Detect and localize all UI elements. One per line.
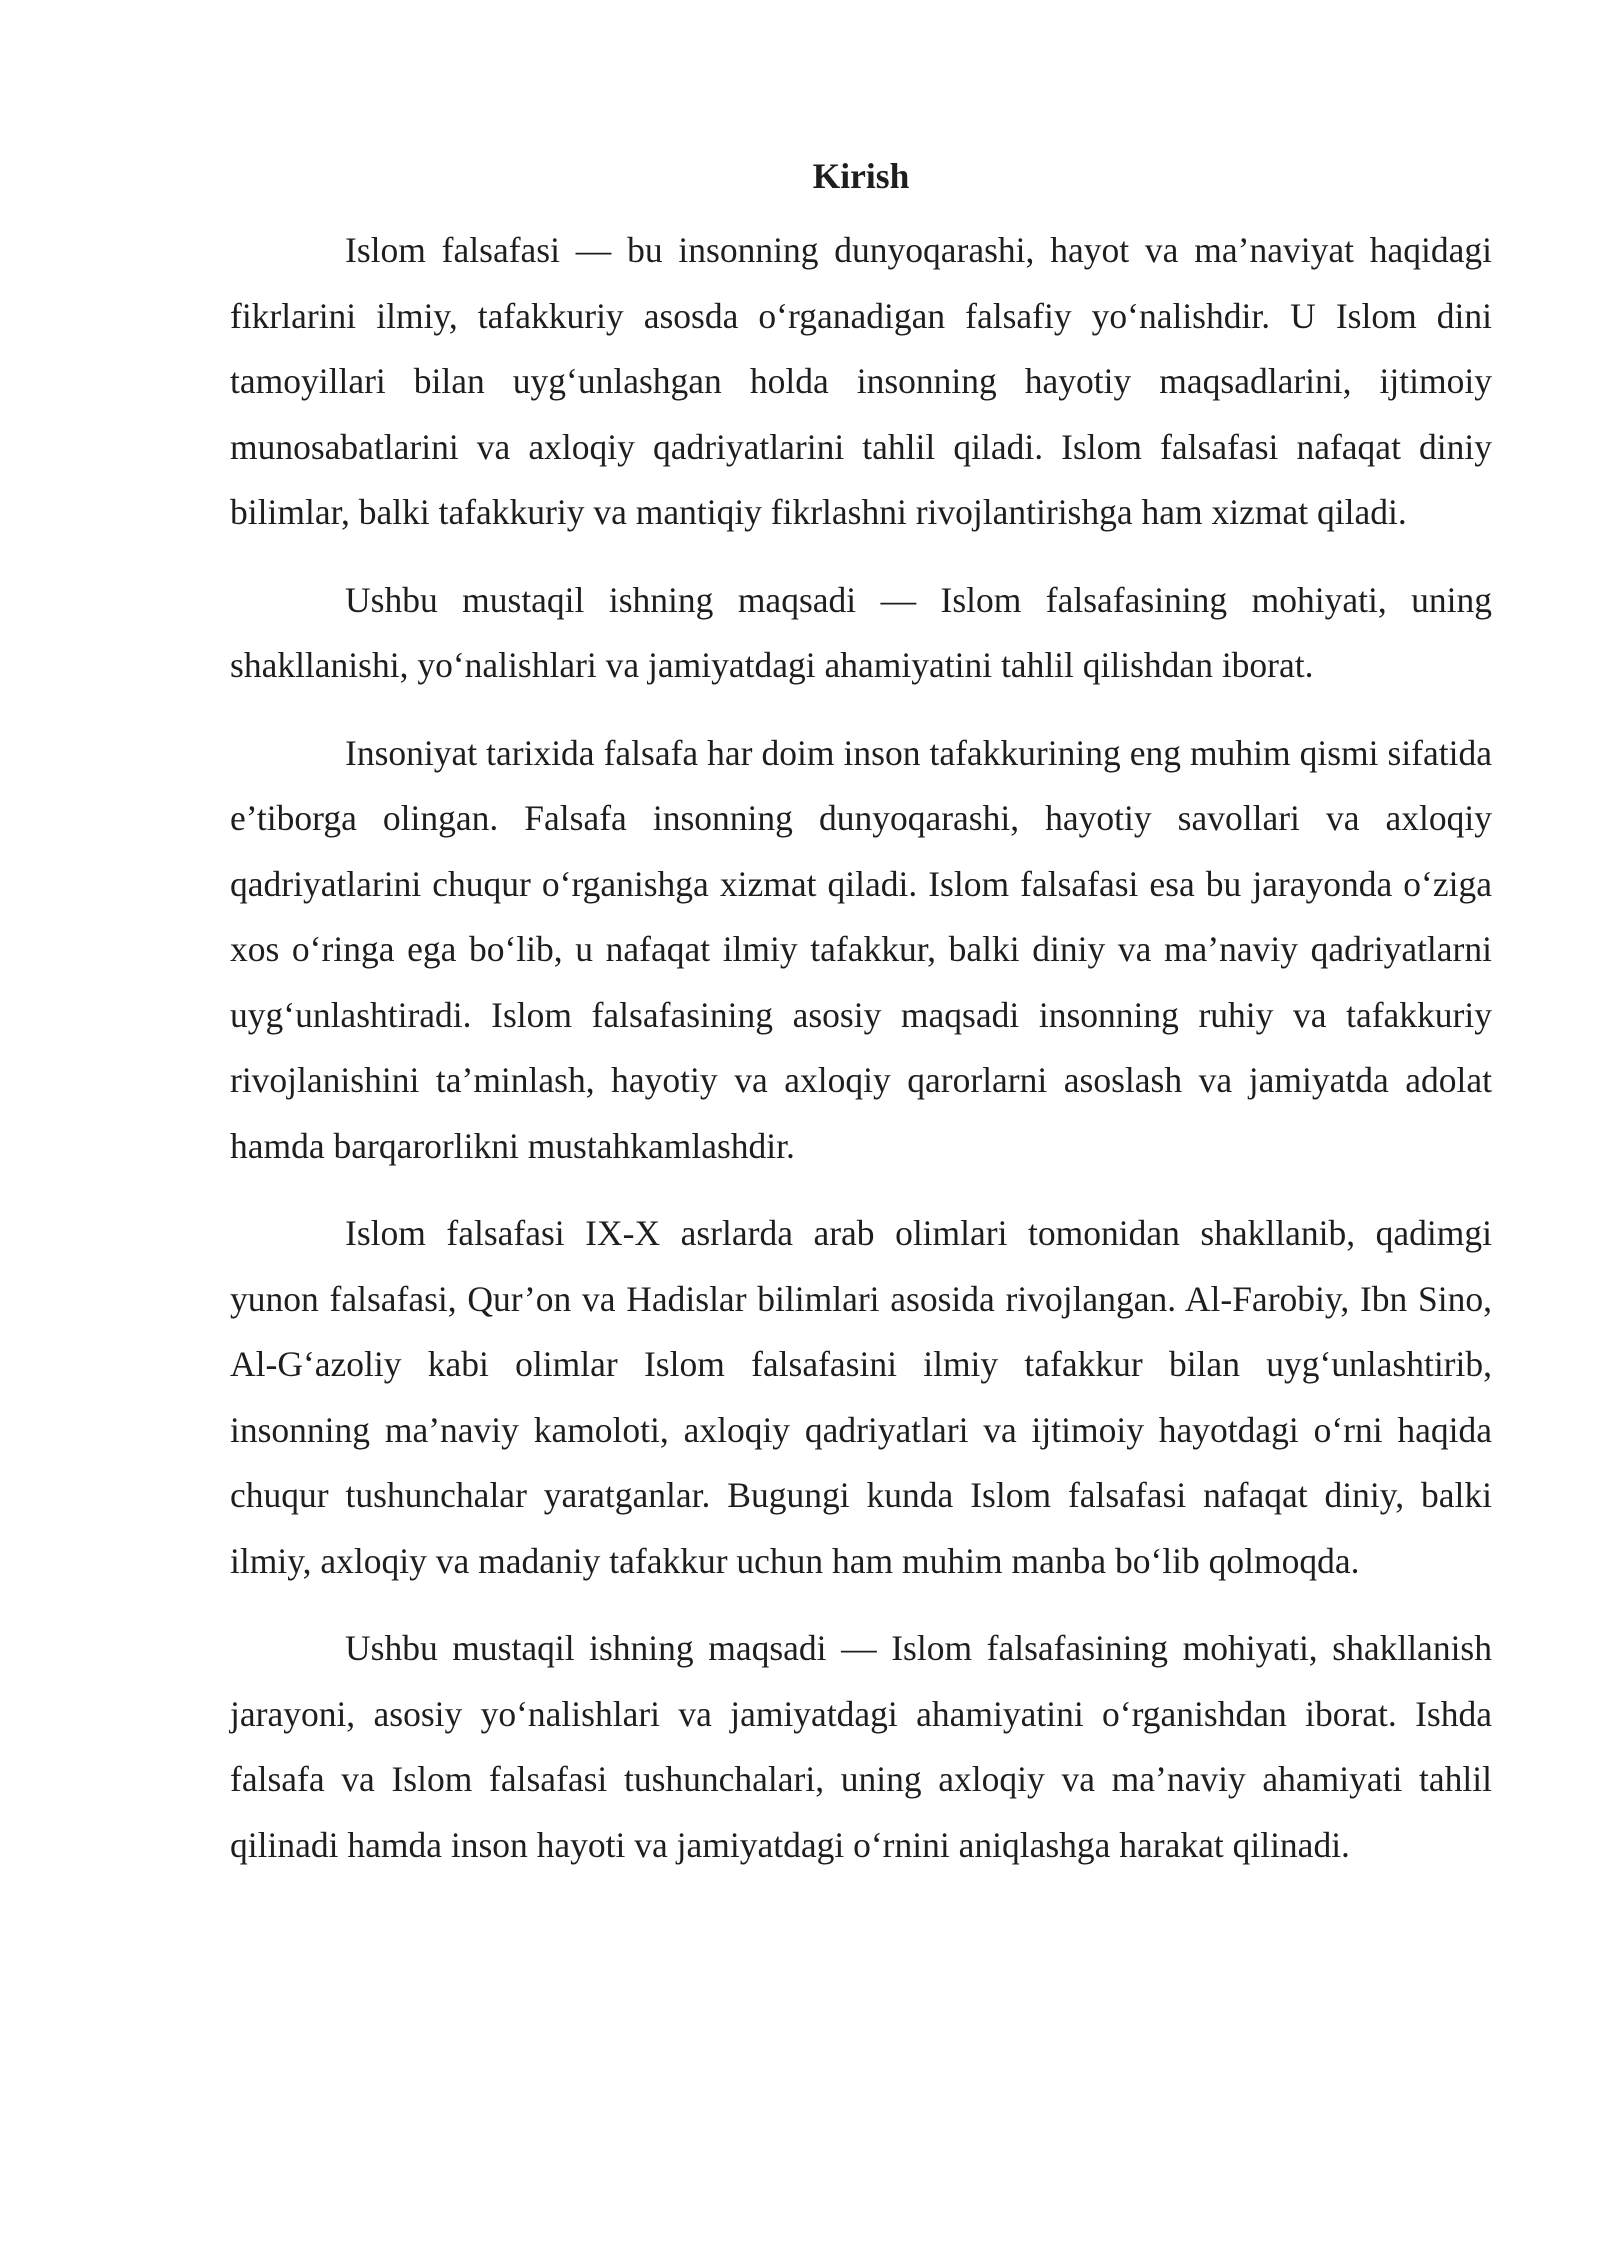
- document-title: Kirish: [812, 156, 910, 196]
- paragraph: Ushbu mustaqil ishning maqsadi — Islom falsafasining mohiyati, shakllanish jarayoni, asosiy yo‘nalishlari va jamiyatdagi ahamiyatini o‘rganishdan iborat. Ishda falsafa va Islom falsafasi tushunchalari, uning axloqiy va ma’naviy ahamiyati tahlil qilinadi hamda inson hayoti va jamiyatdagi o‘rnini aniqlashga harakat qilinadi.: [230, 1628, 1492, 1865]
- paragraph: Islom falsafasi IX-X asrlarda arab olimlari tomonidan shakllanib, qadimgi yunon falsafasi, Qur’on va Hadislar bilimlari asosida rivojlangan. Al-Farobiy, Ibn Sino, Al-G‘azoliy kabi olimlar Islom falsafasini ilmiy tafakkur bilan uyg‘unlashtirib, insonning ma’naviy kamoloti, axloqiy qadriyatlari va ijtimoiy hayotdagi o‘rni haqida chuqur tushunchalar yaratganlar. Bugungi kunda Islom falsafasi nafaqat diniy, balki ilmiy, axloqiy va madaniy tafakkur uchun ham muhim manba bo‘lib qolmoqda.: [230, 1213, 1492, 1581]
- paragraph: Insoniyat tarixida falsafa har doim inson tafakkurining eng muhim qismi sifatida e’tiborga olingan. Falsafa insonning dunyoqarashi, hayotiy savollari va axloqiy qadriyatlarini chuqur o‘rganishga xizmat qiladi. Islom falsafasi esa bu jarayonda o‘ziga xos o‘ringa ega bo‘lib, u nafaqat ilmiy tafakkur, balki diniy va ma’naviy qadriyatlarni uyg‘unlashtiradi. Islom falsafasining asosiy maqsadi insonning ruhiy va tafakkuriy rivojlanishini ta’minlash, hayotiy va axloqiy qarorlarni asoslash va jamiyatda adolat hamda barqarorlikni mustahkamlashdir.: [230, 732, 1492, 1166]
- paragraph: Ushbu mustaqil ishning maqsadi — Islom falsafasining mohiyati, uning shakllanishi, yo‘nalishlari va jamiyatdagi ahamiyatini tahlil qilishdan iborat.: [230, 579, 1492, 685]
- paragraph: Islom falsafasi — bu insonning dunyoqarashi, hayot va ma’naviyat haqidagi fikrlarini ilmiy, tafakkuriy asosda o‘rganadigan falsafiy yo‘nalishdir. U Islom dini tamoyillari bilan uyg‘unlashgan holda insonning hayotiy maqsadlarini, ijtimoiy munosabatlarini va axloqiy qadriyatlarini tahlil qiladi. Islom falsafasi nafaqat diniy bilimlar, balki tafakkuriy va mantiqiy fikrlashni rivojlantirishga ham xizmat qiladi.: [230, 230, 1492, 532]
- document-body: [230, 146, 1492, 1900]
